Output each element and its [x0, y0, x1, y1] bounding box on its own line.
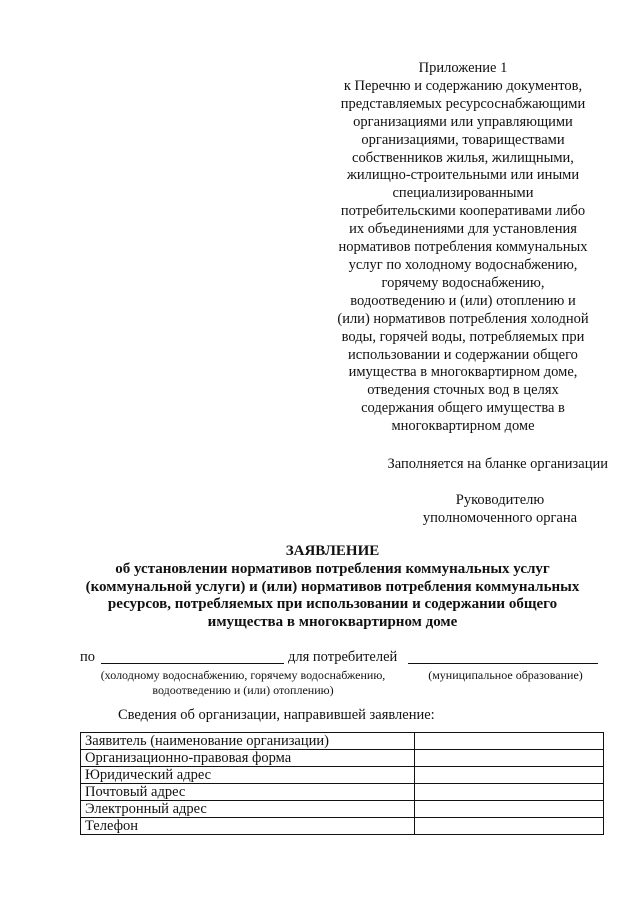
appendix-line: воды, горячей воды, потребляемых при — [341, 328, 585, 345]
appendix-line: многоквартирном доме — [391, 418, 535, 435]
service-blank-line[interactable] — [101, 663, 284, 664]
table-row — [81, 818, 604, 835]
addressee-block — [400, 491, 600, 527]
appendix-line: жилищно-строительными или иными — [346, 167, 580, 184]
row-value-cell[interactable] — [415, 733, 604, 750]
row-label: Организационно-правовая форма — [81, 750, 415, 767]
table-row — [81, 767, 604, 784]
municipality-blank-line[interactable] — [408, 663, 598, 664]
appendix-line: отведения сточных вод в целях — [367, 382, 559, 399]
letterhead-note: Заполняется на бланке организации — [387, 456, 608, 472]
appendix-block — [318, 60, 608, 436]
table-row — [81, 733, 604, 750]
fill-middle: для потребителей — [288, 649, 398, 665]
appendix-line: специализированными — [392, 185, 534, 202]
title-line: об установлении нормативов потребления коммунальных услуг — [115, 560, 550, 577]
appendix-line: содержания общего имущества в — [361, 400, 565, 417]
table-row — [81, 784, 604, 801]
row-label: Электронный адрес — [81, 801, 415, 818]
appendix-line: представляемых ресурсоснабжающими — [340, 95, 586, 112]
addressee-line: Руководителю — [455, 492, 545, 508]
organization-info-table — [80, 732, 604, 835]
appendix-line: организациями, товариществами — [361, 131, 565, 148]
title-line: ресурсов, потребляемых при использовании и содержании общего — [107, 596, 558, 613]
row-label: Почтовый адрес — [81, 784, 415, 801]
service-hint: (холодному водоснабжению, горячему водоснабжению, водоотведению и (или) отоплению) — [100, 668, 386, 697]
appendix-line: организациями или управляющими — [353, 113, 573, 130]
row-value-cell[interactable] — [415, 801, 604, 818]
title-line: (коммунальной услуги) и (или) нормативов потребления коммунальных — [85, 578, 580, 595]
appendix-line: (или) нормативов потребления холодной — [337, 310, 589, 327]
table-row — [81, 801, 604, 818]
appendix-line: к Перечню и содержанию документов, — [343, 77, 583, 94]
document-title — [40, 543, 625, 632]
row-label: Юридический адрес — [81, 767, 415, 784]
appendix-line: их объединениями для установления — [349, 221, 577, 238]
row-value-cell[interactable] — [415, 784, 604, 801]
appendix-line: Приложение 1 — [418, 60, 508, 76]
organization-info-intro: Сведения об организации, направившей заявление: — [118, 707, 435, 723]
row-label: Заявитель (наименование организации) — [81, 733, 415, 750]
row-value-cell[interactable] — [415, 750, 604, 767]
title-heading: ЗАЯВЛЕНИЕ — [285, 543, 380, 559]
row-value-cell[interactable] — [415, 767, 604, 784]
appendix-line: использовании и содержании общего — [348, 346, 578, 363]
appendix-line: горячему водоснабжению, — [381, 274, 545, 291]
row-label: Телефон — [81, 818, 415, 835]
appendix-line: собственников жилья, жилищными, — [352, 149, 574, 166]
appendix-line: водоотведению и (или) отоплению и — [350, 292, 576, 309]
appendix-line: нормативов потребления коммунальных — [338, 239, 588, 256]
title-line: имущества в многоквартирном доме — [207, 614, 458, 631]
fill-prefix: по — [80, 649, 96, 665]
table-row — [81, 750, 604, 767]
addressee-line: уполномоченного органа — [422, 510, 578, 526]
appendix-line: имущества в многоквартирном доме, — [348, 364, 578, 381]
municipality-hint: (муниципальное образование) — [428, 668, 583, 682]
appendix-line: потребительскими кооперативами либо — [340, 203, 586, 220]
appendix-line: услуг по холодному водоснабжению, — [348, 256, 578, 273]
row-value-cell[interactable] — [415, 818, 604, 835]
